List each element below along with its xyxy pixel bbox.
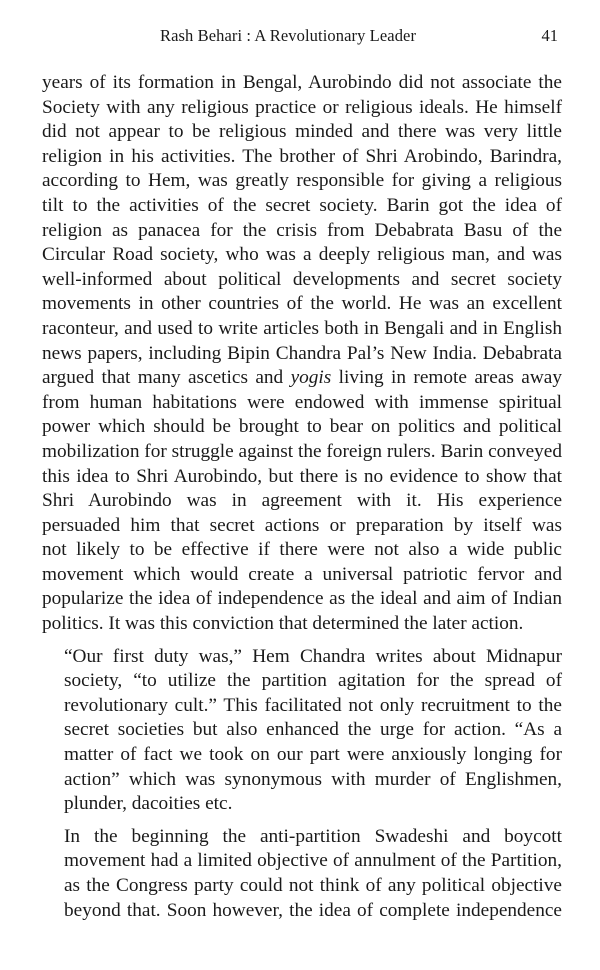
text-line: raconteur, and used to write articles both in Bengali and in English [42, 317, 562, 339]
text-line: Society with any religious practice or religious ideals. He himself [42, 96, 562, 118]
text-line: as the Congress party could not think of any political objective [64, 875, 562, 896]
text-line: movement which would create a universal patriotic fervor and [42, 563, 562, 585]
text-line: religion in his activities. The brother of Shri Arobindo, Barindra, [42, 145, 562, 167]
page-number: 41 [541, 26, 558, 45]
text-line: news papers, including Bipin Chandra Pal’s New India. Debabrata [42, 342, 562, 364]
text-line: matter of fact we took on our part were anxiously longing for [64, 744, 562, 766]
text-line: from human habitations were endowed with immense spiritual [42, 391, 562, 413]
running-header [42, 26, 562, 50]
text-line: In the beginning the anti-partition Swadeshi and boycott [64, 825, 562, 847]
text-line: power which should be brought to bear on politics and political [42, 416, 562, 438]
text-segment: argued that many ascetics and [42, 367, 291, 389]
paragraph-2 [42, 645, 562, 817]
text-line: well-informed about political developments and secret society [42, 268, 562, 290]
text-line: society, “to utilize the partition agitation for the spread of [64, 670, 562, 692]
text-line: revolutionary cult.” This facilitated not only recruitment to the [64, 694, 562, 716]
text-line-with-italic [42, 366, 562, 391]
italic-term: yogis [290, 367, 332, 389]
text-line: “Our first duty was,” Hem Chandra writes about Midnapur [64, 645, 562, 667]
text-line: mobilization for struggle against the foreign rulers. Barin conveyed [42, 440, 562, 462]
text-line: tilt to the activities of the secret society. Barin got the idea of [42, 194, 562, 216]
text-line: persuaded him that secret actions or preparation by itself was [42, 514, 562, 536]
text-line: according to Hem, was greatly responsible for giving a religious [42, 170, 562, 192]
book-page [42, 0, 562, 970]
text-line: Circular Road society, who was a deeply religious man, and was [42, 244, 562, 266]
text-line: years of its formation in Bengal, Aurobindo did not associate the [42, 72, 562, 93]
text-line: beyond that. Soon however, the idea of complete independence [64, 899, 562, 921]
text-line: religion as panacea for the crisis from Debabrata Basu of the [42, 219, 562, 241]
text-segment: living in remote areas away [338, 367, 562, 389]
running-title: Rash Behari : A Revolutionary Leader [160, 26, 417, 45]
text-line: did not appear to be religious minded and there was very little [42, 121, 562, 143]
paragraph-1 [42, 71, 562, 637]
text-line: this idea to Shri Aurobindo, but there is no evidence to show that [42, 465, 562, 487]
body-text [42, 71, 562, 923]
text-line: not likely to be effective if there were not also a wide public [42, 539, 562, 561]
text-line: popularize the idea of independence as the ideal and aim of Indian [42, 588, 562, 610]
text-line: movements in other countries of the world. He was an excellent [42, 293, 562, 315]
paragraph-3 [42, 825, 562, 923]
text-line: movement had a limited objective of annulment of the Partition, [64, 850, 562, 872]
text-line: Shri Aurobindo was in agreement with it. His experience [42, 490, 562, 512]
text-line: politics. It was this conviction that determined the later action. [42, 613, 524, 635]
text-line: plunder, dacoities etc. [64, 793, 233, 815]
text-line: secret societies but also enhanced the urge for action. “As a [64, 719, 562, 741]
text-line: action” which was synonymous with murder of Englishmen, [64, 768, 562, 790]
